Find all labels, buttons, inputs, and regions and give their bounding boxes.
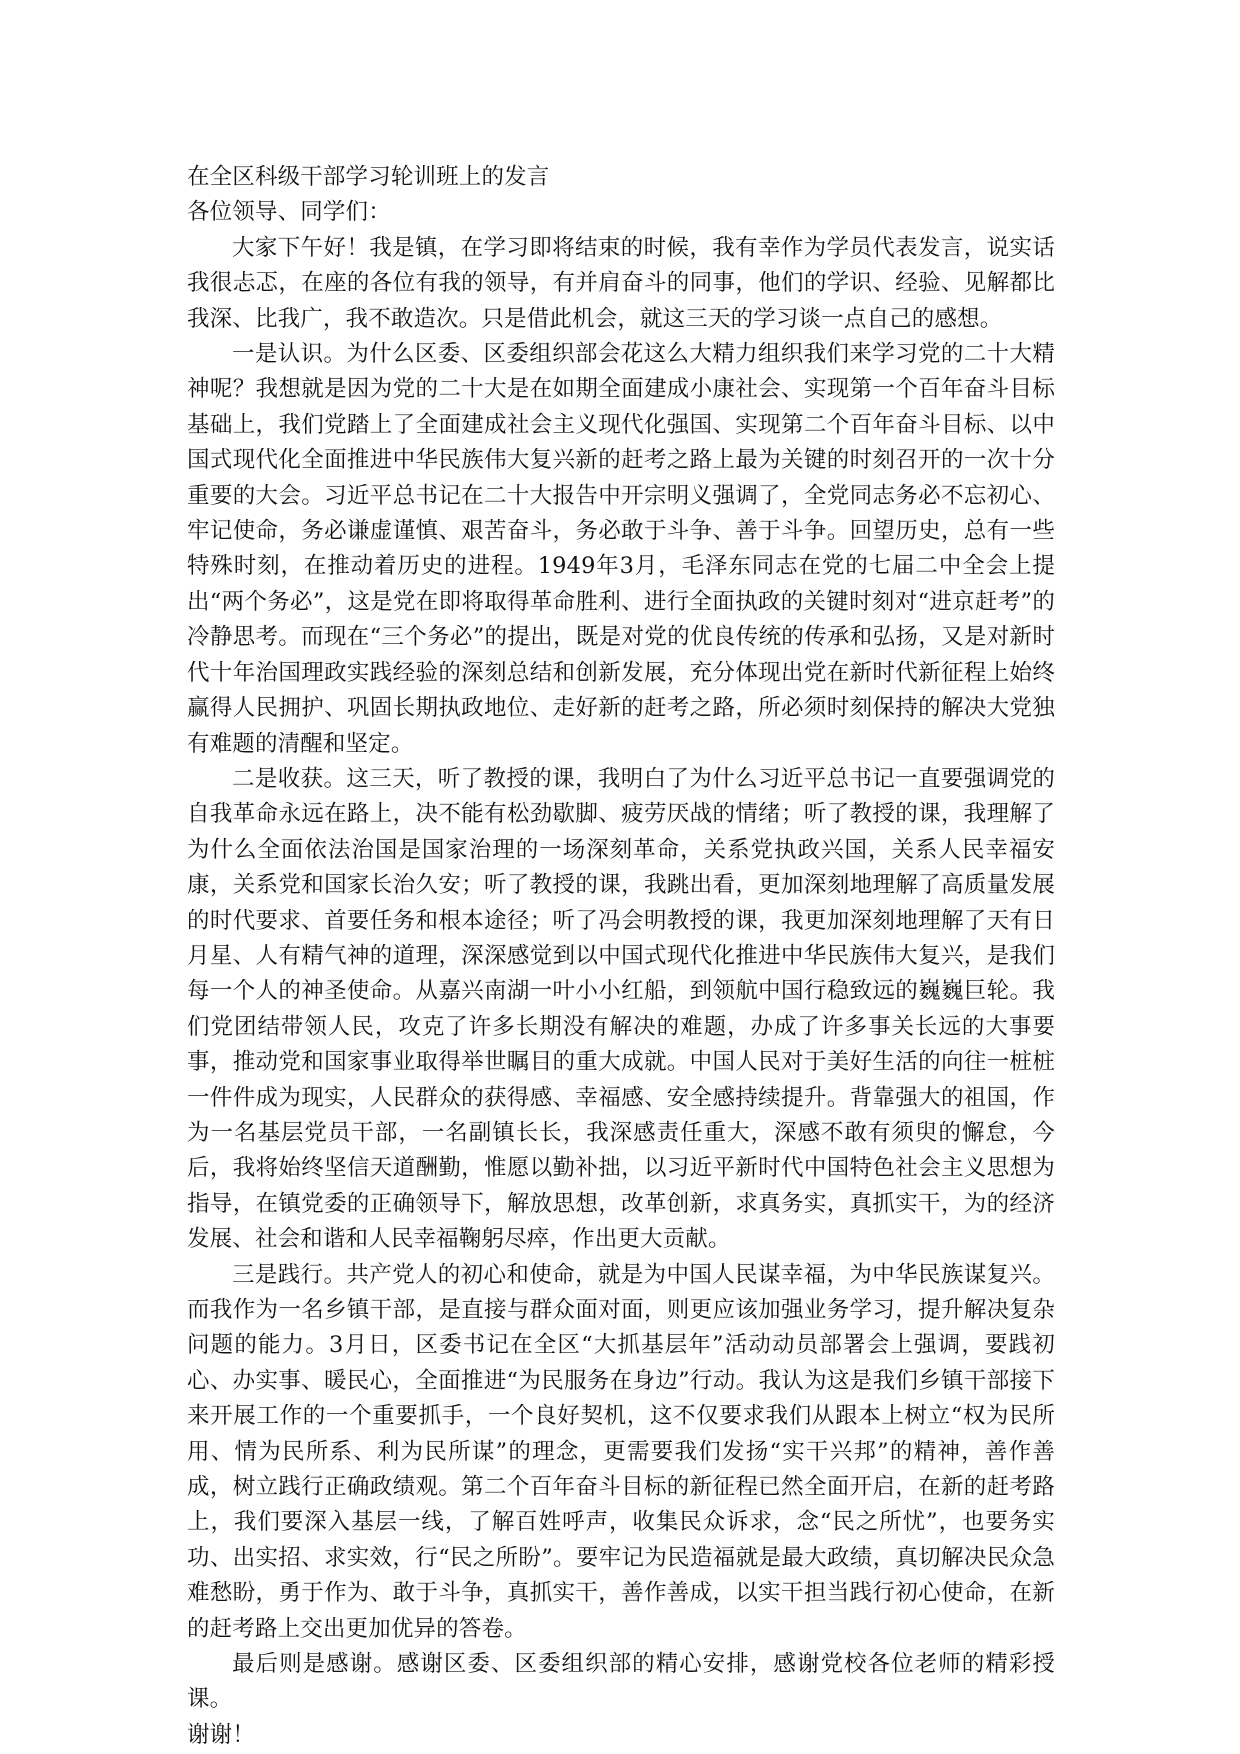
- closing-line: 谢谢！: [187, 1721, 255, 1748]
- document-title: 在全区科级干部学习轮训班上的发言: [187, 164, 550, 190]
- paragraph-practice: 三是践行。共产党人的初心和使命，就是为中国人民谋幸福，为中华民族谋复兴。而我作为一名乡镇干部，是直接与群众面对面，则更应该加强业务学习，提升解决复杂问题的能力。3月日，区委书记在全区“大抓基层年”活动动员部署会上强调，要践初心、办实事、暖民心，全面推进“为民服务在身边”行动。我认为这是我们乡镇干部接下来开展工作的一个重要抓手，一个良好契机，这不仅要求我们从跟本上树立“权为民所用、情为民所系、利为民所谋”的理念，更需要我们发扬“实干兴邦”的精神，善作善成，树立践行正确政绩观。第二个百年奋斗目标的新征程已然全面开启，在新的赶考路上，我们要深入基层一线，了解百姓呼声，收集民众诉求，念“民之所忧”，也要务实功、出实招、求实效，行“民之所盼”。要牢记为民造福就是最大政绩，真切解决民众急难愁盼，勇于作为、敢于斗争，真抓实干，善作善成，以实干担当践行初心使命，在新的赶考路上交出更加优异的答卷。: [187, 1261, 1055, 1642]
- document-page: [187, 160, 1055, 1753]
- paragraph-gains: 二是收获。这三天，听了教授的课，我明白了为什么习近平总书记一直要强调党的自我革命永远在路上，决不能有松劲歇脚、疲劳厌战的情绪；听了教授的课，我理解了为什么全面依法治国是国家治理的一场深刻革命，关系党执政兴国，关系人民幸福安康，关系党和国家长治久安；听了教授的课，我跳出看，更加深刻地理解了高质量发展的时代要求、首要任务和根本途径；听了冯会明教授的课，我更加深刻地理解了天有日月星、人有精气神的道理，深深感觉到以中国式现代化推进中华民族伟大复兴，是我们每一个人的神圣使命。从嘉兴南湖一叶小小红船，到领航中国行稳致远的巍巍巨轮。我们党团结带领人民，攻克了许多长期没有解决的难题，办成了许多事关长远的大事要事，推动党和国家事业取得举世瞩目的重大成就。中国人民对于美好生活的向往一桩桩一件件成为现实，人民群众的获得感、幸福感、安全感持续提升。背靠强大的祖国，作为一名基层党员干部，一名副镇长长，我深感责任重大，深感不敢有须臾的懈怠，今后，我将始终坚信天道酬勤，惟愿以勤补拙，以习近平新时代中国特色社会主义思想为指导，在镇党委的正确领导下，解放思想，改革创新，求真务实，真抓实干，为的经济发展、社会和谐和人民幸福鞠躬尽瘁，作出更大贡献。: [187, 765, 1055, 1253]
- salutation: 各位领导、同学们：: [187, 199, 391, 226]
- paragraph-understanding: 一是认识。为什么区委、区委组织部会花这么大精力组织我们来学习党的二十大精神呢？我想就是因为党的二十大是在如期全面建成小康社会、实现第一个百年奋斗目标基础上，我们党踏上了全面建成社会主义现代化强国、实现第二个百年奋斗目标、以中国式现代化全面推进中华民族伟大复兴新的赶考之路上最为关键的时刻召开的一次十分重要的大会。习近平总书记在二十大报告中开宗明义强调了，全党同志务必不忘初心、牢记使命，务必谦虚谨慎、艰苦奋斗，务必敢于斗争、善于斗争。回望历史，总有一些特殊时刻，在推动着历史的进程。1949年3月，毛泽东同志在党的七届二中全会上提出“两个务必”，这是党在即将取得革命胜利、进行全面执政的关键时刻对“进京赶考”的冷静思考。而现在“三个务必”的提出，既是对党的优良传统的传承和弘扬，又是对新时代十年治国理政实践经验的深刻总结和创新发展，充分体现出党在新时代新征程上始终赢得人民拥护、巩固长期执政地位、走好新的赶考之路，所必须时刻保持的解决大党独有难题的清醒和坚定。: [187, 341, 1055, 757]
- paragraph-opening: 大家下午好！我是镇，在学习即将结束的时候，我有幸作为学员代表发言，说实话我很忐忑，在座的各位有我的领导，有并肩奋斗的同事，他们的学识、经验、见解都比我深、比我广，我不敢造次。只是借此机会，就这三天的学习谈一点自己的感想。: [187, 234, 1055, 332]
- paragraph-thanks: 最后则是感谢。感谢区委、区委组织部的精心安排，感谢党校各位老师的精彩授课。: [187, 1651, 1055, 1713]
